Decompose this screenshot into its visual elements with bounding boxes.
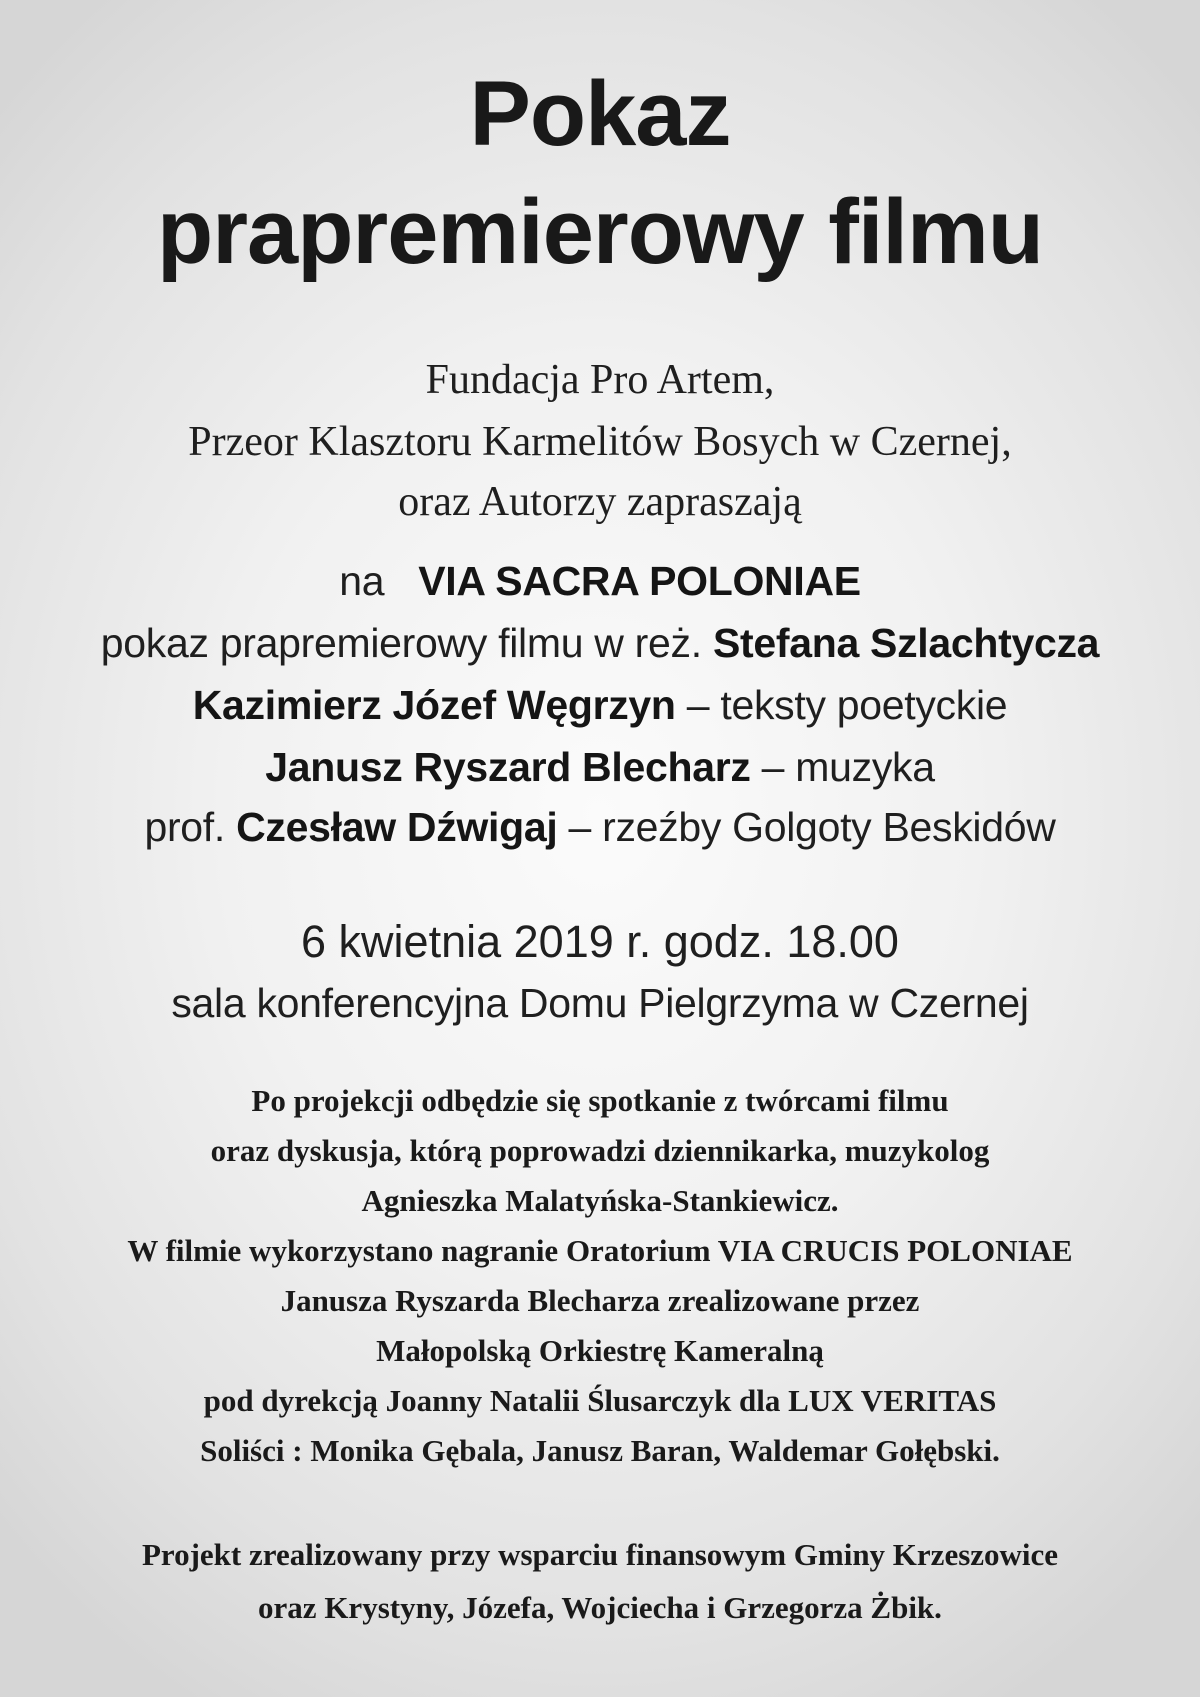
details-line-8: Soliści : Monika Gębala, Janusz Baran, Waldemar Gołębski. [200, 1433, 1000, 1468]
event-venue: sala konferencyjna Domu Pielgrzyma w Czernej [171, 980, 1029, 1026]
details-line-5: Janusza Ryszarda Blecharza zrealizowane przez [280, 1283, 920, 1318]
credit-name: Kazimierz Józef Węgrzyn [192, 682, 676, 728]
poster-title-line-1: Pokaz [469, 63, 731, 165]
details-line-6: Małopolską Orkiestrę Kameralną [376, 1333, 824, 1368]
details-line-3: Agnieszka Malatyńska-Stankiewicz. [361, 1183, 839, 1218]
support-line-1: Projekt zrealizowany przy wsparciu finansowym Gminy Krzeszowice [141, 1537, 1059, 1572]
credit-name: Janusz Ryszard Blecharz [265, 744, 751, 790]
credit-role: – muzyka [761, 744, 935, 790]
director-name: Stefana Szlachtycza [712, 620, 1100, 666]
details-line-1: Po projekcji odbędzie się spotkanie z twórcami filmu [251, 1083, 949, 1118]
credit-name: Czesław Dźwigaj [236, 804, 558, 850]
credit-line-poetry [0, 682, 1200, 729]
details-line-2: oraz dyskusja, którą poprowadzi dziennikarka, muzykolog [210, 1133, 990, 1168]
film-name: VIA SACRA POLONIAE [418, 558, 861, 604]
support-line-2: oraz Krystyny, Józefa, Wojciecha i Grzegorza Żbik. [258, 1590, 942, 1625]
credit-line-music [0, 744, 1200, 791]
credit-line-sculpture [0, 804, 1200, 851]
poster-title-line-2: prapremierowy filmu [157, 181, 1043, 283]
event-date-time: 6 kwietnia 2019 r. godz. 18.00 [301, 916, 899, 967]
film-prefix: na [339, 558, 385, 604]
details-line-4: W filmie wykorzystano nagranie Oratorium VIA CRUCIS POLONIAE [127, 1233, 1073, 1268]
credit-prefix: prof. [144, 804, 225, 850]
director-text: pokaz prapremierowy filmu w reż. [100, 620, 702, 666]
details-line-7: pod dyrekcją Joanny Natalii Ślusarczyk dla LUX VERITAS [203, 1383, 997, 1418]
invitation-line-3: oraz Autorzy zapraszają [398, 479, 802, 525]
credit-role: – teksty poetyckie [686, 682, 1008, 728]
invitation-line-2: Przeor Klasztoru Karmelitów Bosych w Czernej, [188, 419, 1012, 465]
director-line [0, 620, 1200, 667]
invitation-line-1: Fundacja Pro Artem, [425, 357, 775, 403]
film-title-line [0, 558, 1200, 605]
credit-role: – rzeźby Golgoty Beskidów [568, 804, 1056, 850]
